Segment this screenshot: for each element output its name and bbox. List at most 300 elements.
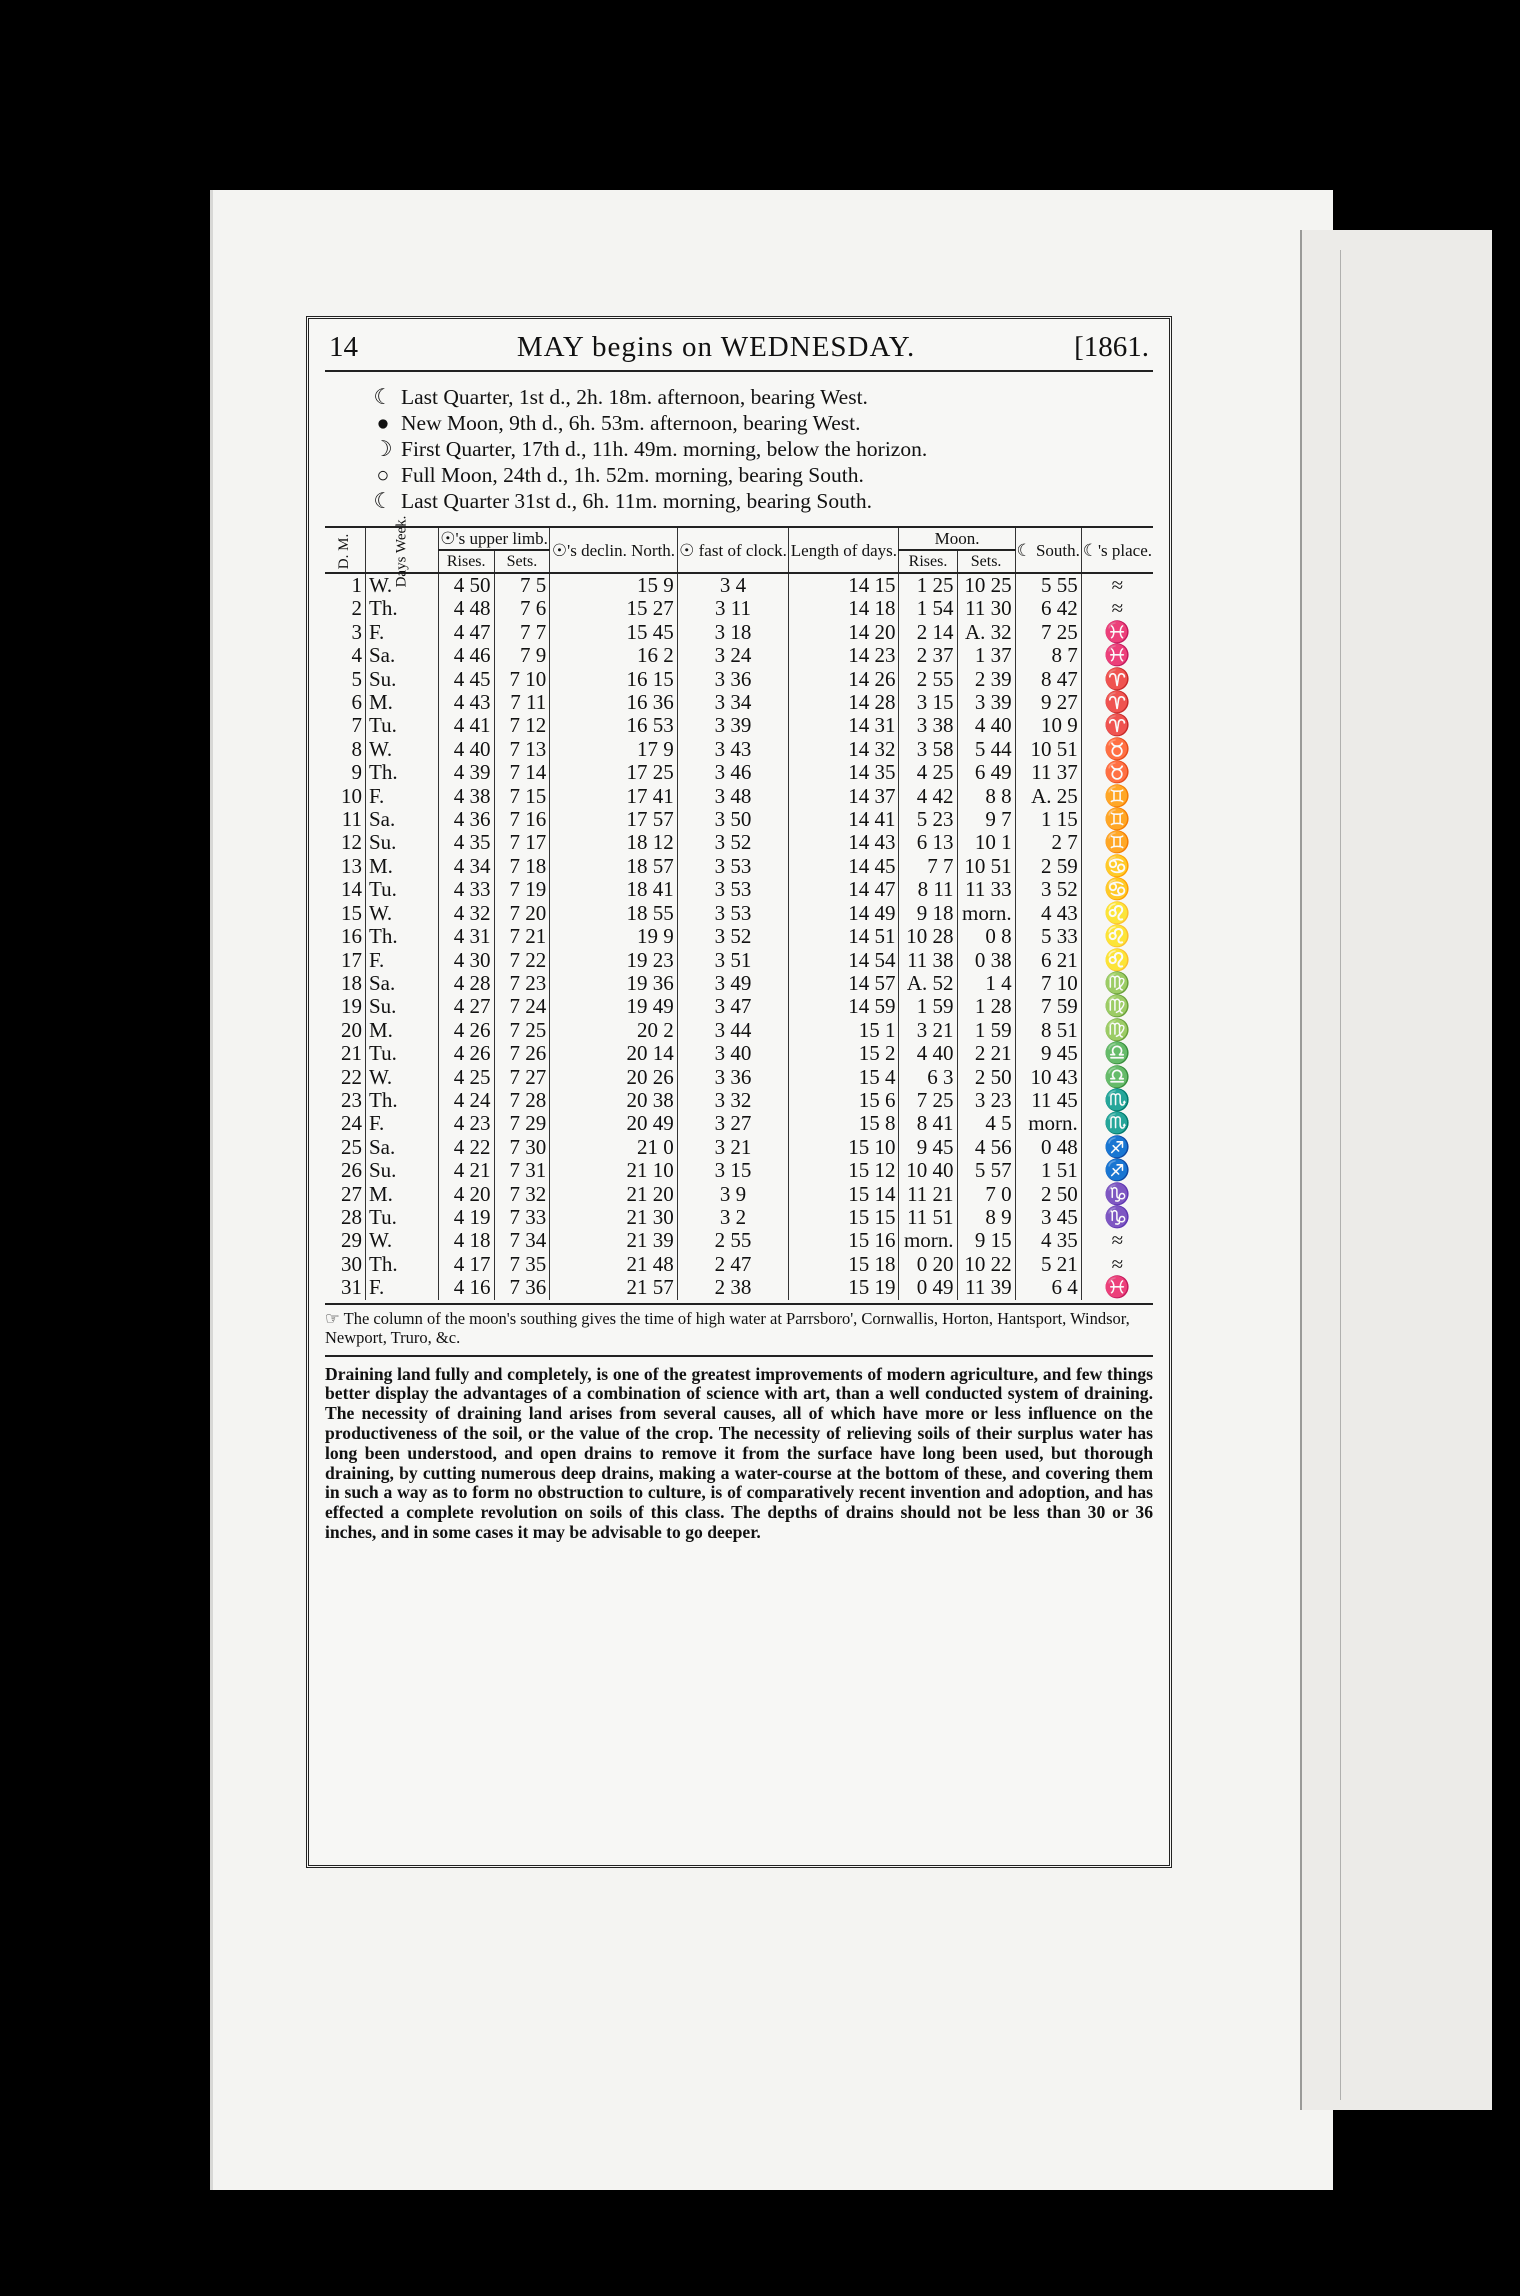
table-cell: 7 59 [1015, 995, 1081, 1018]
page-number: 14 [329, 331, 358, 363]
table-cell: 3 52 [677, 831, 789, 854]
table-cell: 3 50 [677, 808, 789, 831]
table-cell: W. [366, 902, 439, 925]
table-cell: 3 48 [677, 785, 789, 808]
table-cell: 15 19 [789, 1276, 899, 1299]
table-cell: 14 [341, 877, 362, 902]
table-cell: 31 [341, 1275, 362, 1300]
table-cell: ♓ [1081, 1276, 1153, 1299]
table-cell: 4 34 [438, 855, 494, 878]
table-cell: 15 8 [789, 1112, 899, 1135]
table-cell: 3 46 [677, 761, 789, 784]
col-declination: ☉'s declin. North. [550, 527, 677, 573]
table-cell: 7 10 [1015, 972, 1081, 995]
table-cell: 4 21 [438, 1159, 494, 1182]
table-cell: 4 23 [438, 1112, 494, 1135]
table-cell: 4 30 [438, 949, 494, 972]
table-cell: W. [366, 738, 439, 761]
table-row [325, 597, 1153, 620]
table-cell: F. [366, 621, 439, 644]
table-cell: ♌ [1081, 925, 1153, 948]
table-row [325, 949, 1153, 972]
table-cell: 17 9 [550, 738, 677, 761]
table-cell: 15 1 [789, 1019, 899, 1042]
table-cell: 1 [351, 573, 362, 597]
table-row [325, 1253, 1153, 1276]
table-cell: 5 33 [1015, 925, 1081, 948]
table-cell: 3 32 [677, 1089, 789, 1112]
table-cell: 16 [341, 924, 362, 949]
col-moon-sets: Sets. [957, 550, 1015, 573]
table-cell: ♋ [1081, 855, 1153, 878]
table-cell: 10 51 [957, 855, 1015, 878]
phase-text: Last Quarter 31st d., 6h. 11m. morning, bearing South. [401, 489, 872, 513]
col-moon-place: ☾'s place. [1081, 527, 1153, 573]
table-cell: 2 21 [957, 1042, 1015, 1065]
table-cell: F. [366, 1112, 439, 1135]
table-cell: 14 49 [789, 902, 899, 925]
table-cell: 4 38 [438, 785, 494, 808]
table-cell: 9 18 [899, 902, 957, 925]
table-cell: 21 10 [550, 1159, 677, 1182]
table-cell: 10 51 [1015, 738, 1081, 761]
table-cell: 2 39 [957, 668, 1015, 691]
table-cell: 4 17 [438, 1253, 494, 1276]
table-cell: 4 39 [438, 761, 494, 784]
table-cell: 7 24 [494, 995, 550, 1018]
col-sun-upper: ☉'s upper limb. [440, 529, 548, 548]
table-cell: 18 12 [550, 831, 677, 854]
table-cell: 21 30 [550, 1206, 677, 1229]
table-cell: 20 38 [550, 1089, 677, 1112]
table-cell: 4 25 [438, 1066, 494, 1089]
table-cell: 18 57 [550, 855, 677, 878]
table-cell: 23 [341, 1087, 362, 1112]
table-cell: ♊ [1081, 808, 1153, 831]
table-cell: 2 50 [957, 1066, 1015, 1089]
table-cell: 7 28 [494, 1089, 550, 1112]
table-cell: 5 55 [1015, 573, 1081, 597]
table-cell: 2 [351, 596, 362, 621]
table-cell: 2 55 [677, 1229, 789, 1252]
table-row [325, 1159, 1153, 1182]
col-length-of-days: Length of days. [789, 527, 899, 573]
table-cell: 18 [341, 970, 362, 995]
table-cell: 3 36 [677, 668, 789, 691]
table-cell: 22 [341, 1064, 362, 1089]
table-cell: 7 27 [494, 1066, 550, 1089]
phase-text: Full Moon, 24th d., 1h. 52m. morning, bearing South. [401, 463, 864, 487]
table-cell: 10 [341, 783, 362, 808]
table-cell: 11 33 [957, 878, 1015, 901]
phase-item [365, 462, 1153, 488]
table-cell: ♐ [1081, 1136, 1153, 1159]
table-cell: Th. [366, 1253, 439, 1276]
table-row [325, 1183, 1153, 1206]
table-cell: 15 10 [789, 1136, 899, 1159]
table-cell: 3 49 [677, 972, 789, 995]
table-row [325, 1206, 1153, 1229]
table-cell: 8 9 [957, 1206, 1015, 1229]
table-cell: 1 15 [1015, 808, 1081, 831]
table-cell: 4 [351, 643, 362, 668]
table-cell: 11 45 [1015, 1089, 1081, 1112]
table-cell: ♈ [1081, 691, 1153, 714]
table-cell: 11 [341, 807, 362, 832]
table-cell: 2 7 [1015, 831, 1081, 854]
table-cell: 21 20 [550, 1183, 677, 1206]
table-cell: Th. [366, 925, 439, 948]
table-row [325, 1089, 1153, 1112]
table-row [325, 808, 1153, 831]
table-cell: 7 7 [494, 621, 550, 644]
col-dm: D. M. [325, 527, 366, 573]
table-cell: 27 [341, 1181, 362, 1206]
table-cell: 7 32 [494, 1183, 550, 1206]
table-cell: 10 25 [957, 573, 1015, 597]
table-cell: 1 4 [957, 972, 1015, 995]
table-row [325, 714, 1153, 737]
table-cell: 14 28 [789, 691, 899, 714]
table-cell: 4 22 [438, 1136, 494, 1159]
table-cell: 8 51 [1015, 1019, 1081, 1042]
phase-item [365, 488, 1153, 514]
table-cell: morn. [957, 902, 1015, 925]
table-cell: 1 51 [1015, 1159, 1081, 1182]
table-cell: 3 15 [899, 691, 957, 714]
table-cell: 9 [351, 760, 362, 785]
table-cell: ♍ [1081, 995, 1153, 1018]
table-cell: ♍ [1081, 972, 1153, 995]
table-row [325, 1229, 1153, 1252]
table-row [325, 1136, 1153, 1159]
table-cell: 6 [351, 690, 362, 715]
table-cell: 7 19 [494, 878, 550, 901]
table-cell: 7 20 [494, 902, 550, 925]
table-cell: 15 2 [789, 1042, 899, 1065]
table-cell: 7 23 [494, 972, 550, 995]
table-cell: 16 15 [550, 668, 677, 691]
col-sun-rises: Rises. [438, 550, 494, 573]
table-cell: Sa. [366, 972, 439, 995]
table-cell: 3 45 [1015, 1206, 1081, 1229]
table-cell: ♌ [1081, 902, 1153, 925]
table-cell: 15 [341, 900, 362, 925]
table-cell: 3 51 [677, 949, 789, 972]
table-cell: morn. [1015, 1112, 1081, 1135]
table-cell: 4 20 [438, 1183, 494, 1206]
table-cell: morn. [899, 1229, 957, 1252]
table-cell: 14 18 [789, 597, 899, 620]
table-cell: 3 53 [677, 878, 789, 901]
table-cell: 4 41 [438, 714, 494, 737]
table-cell: 3 38 [899, 714, 957, 737]
tide-note: ☞ The column of the moon's southing gives the time of high water at Parrsboro', Cornwallis, Horton, Hantsport, Windsor, Newport, Truro, &c. [325, 1303, 1153, 1347]
table-cell: 11 39 [957, 1276, 1015, 1299]
table-cell: 11 21 [899, 1183, 957, 1206]
table-cell: 3 58 [899, 738, 957, 761]
table-cell: 7 13 [494, 738, 550, 761]
table-cell: 17 [341, 947, 362, 972]
table-cell: 3 43 [677, 738, 789, 761]
table-cell: 7 34 [494, 1229, 550, 1252]
table-cell: 4 45 [438, 668, 494, 691]
table-cell: ♎ [1081, 1042, 1153, 1065]
table-cell: 4 5 [957, 1112, 1015, 1135]
table-cell: ♓ [1081, 621, 1153, 644]
table-cell: ♋ [1081, 878, 1153, 901]
col-sun-sets: Sets. [494, 550, 550, 573]
table-cell: 3 18 [677, 621, 789, 644]
col-moon-rises: Rises. [899, 550, 957, 573]
table-cell: 20 26 [550, 1066, 677, 1089]
table-cell: 18 55 [550, 902, 677, 925]
table-cell: 7 36 [494, 1276, 550, 1299]
table-cell: 6 21 [1015, 949, 1081, 972]
table-cell: Su. [366, 831, 439, 854]
last-quarter-icon: ☾ [373, 385, 393, 409]
table-cell: 4 40 [899, 1042, 957, 1065]
table-cell: ♐ [1081, 1159, 1153, 1182]
almanac-table [325, 515, 1153, 1300]
table-cell: 2 47 [677, 1253, 789, 1276]
table-cell: 15 12 [789, 1159, 899, 1182]
phase-text: First Quarter, 17th d., 11h. 49m. morning, below the horizon. [401, 437, 928, 461]
table-cell: 16 2 [550, 644, 677, 667]
table-cell: ♓ [1081, 644, 1153, 667]
table-cell: 4 16 [438, 1276, 494, 1299]
table-cell: 30 [341, 1251, 362, 1276]
table-cell: 3 34 [677, 691, 789, 714]
page-title: MAY begins on WEDNESDAY. [516, 331, 916, 363]
table-cell: 8 11 [899, 878, 957, 901]
table-cell: 3 39 [677, 714, 789, 737]
table-cell: 10 28 [899, 925, 957, 948]
table-row [325, 1019, 1153, 1042]
table-row [325, 902, 1153, 925]
table-cell: ♑ [1081, 1183, 1153, 1206]
moon-phases [365, 384, 1153, 514]
table-cell: 4 26 [438, 1042, 494, 1065]
table-cell: 3 23 [957, 1089, 1015, 1112]
table-row [325, 668, 1153, 691]
table-cell: 3 53 [677, 902, 789, 925]
table-cell: A. 25 [1015, 785, 1081, 808]
table-cell: 3 27 [677, 1112, 789, 1135]
table-cell: 11 38 [899, 949, 957, 972]
table-cell: 6 4 [1015, 1276, 1081, 1299]
table-cell: ≈ [1081, 1229, 1153, 1252]
table-cell: 10 22 [957, 1253, 1015, 1276]
table-cell: ♉ [1081, 738, 1153, 761]
table-row [325, 1042, 1153, 1065]
table-cell: ≈ [1081, 597, 1153, 620]
table-cell: 0 49 [899, 1276, 957, 1299]
table-cell: F. [366, 1276, 439, 1299]
table-cell: 5 21 [1015, 1253, 1081, 1276]
table-cell: 14 41 [789, 808, 899, 831]
table-cell: 2 59 [1015, 855, 1081, 878]
table-cell: 2 50 [1015, 1183, 1081, 1206]
table-cell: 3 21 [677, 1136, 789, 1159]
table-cell: ♈ [1081, 668, 1153, 691]
table-row [325, 925, 1153, 948]
table-row [325, 1276, 1153, 1299]
table-cell: 9 27 [1015, 691, 1081, 714]
table-row [325, 573, 1153, 597]
table-cell: 5 57 [957, 1159, 1015, 1182]
table-cell: 8 41 [899, 1112, 957, 1135]
table-cell: 1 37 [957, 644, 1015, 667]
table-cell: 11 30 [957, 597, 1015, 620]
table-cell: 14 26 [789, 668, 899, 691]
table-cell: 1 25 [899, 573, 957, 597]
table-cell: 3 4 [677, 573, 789, 597]
table-cell: 10 40 [899, 1159, 957, 1182]
table-cell: 4 42 [899, 785, 957, 808]
table-cell: 20 14 [550, 1042, 677, 1065]
table-cell: 7 33 [494, 1206, 550, 1229]
table-cell: Th. [366, 597, 439, 620]
table-cell: 9 45 [1015, 1042, 1081, 1065]
table-cell: 6 49 [957, 761, 1015, 784]
table-cell: 5 44 [957, 738, 1015, 761]
first-quarter-icon: ☽ [373, 437, 393, 461]
table-cell: 3 2 [677, 1206, 789, 1229]
table-cell: 21 39 [550, 1229, 677, 1252]
table-cell: 13 [341, 853, 362, 878]
col-fast-of-clock: ☉ fast of clock. [677, 527, 789, 573]
table-cell: ♑ [1081, 1206, 1153, 1229]
table-row [325, 785, 1153, 808]
table-cell: 4 40 [957, 714, 1015, 737]
table-cell: 4 36 [438, 808, 494, 831]
table-cell: 7 16 [494, 808, 550, 831]
table-cell: 17 41 [550, 785, 677, 808]
table-cell: 4 47 [438, 621, 494, 644]
table-cell: ♏ [1081, 1089, 1153, 1112]
last-quarter-icon: ☾ [373, 489, 393, 513]
table-cell: 7 5 [494, 573, 550, 597]
table-cell: Th. [366, 761, 439, 784]
table-cell: A. 32 [957, 621, 1015, 644]
table-cell: 4 18 [438, 1229, 494, 1252]
table-cell: Tu. [366, 1206, 439, 1229]
table-cell: Su. [366, 995, 439, 1018]
table-cell: 8 7 [1015, 644, 1081, 667]
table-cell: 7 7 [899, 855, 957, 878]
table-cell: 11 37 [1015, 761, 1081, 784]
new-moon-icon: ● [376, 411, 390, 435]
table-cell: 25 [341, 1134, 362, 1159]
table-cell: 14 23 [789, 644, 899, 667]
table-cell: 7 14 [494, 761, 550, 784]
table-row [325, 995, 1153, 1018]
table-row [325, 1112, 1153, 1135]
table-cell: 14 45 [789, 855, 899, 878]
phase-item [365, 384, 1153, 410]
table-cell: 2 14 [899, 621, 957, 644]
table-cell: 7 17 [494, 831, 550, 854]
table-cell: 7 [351, 713, 362, 738]
table-cell: 3 36 [677, 1066, 789, 1089]
table-cell: 14 15 [789, 573, 899, 597]
table-cell: Sa. [366, 1136, 439, 1159]
table-cell: 8 8 [957, 785, 1015, 808]
table-cell: 19 9 [550, 925, 677, 948]
table-cell: 7 25 [1015, 621, 1081, 644]
table-cell: 7 15 [494, 785, 550, 808]
table-cell: 14 32 [789, 738, 899, 761]
table-cell: 15 45 [550, 621, 677, 644]
table-row [325, 878, 1153, 901]
table-cell: M. [366, 1183, 439, 1206]
table-cell: ≈ [1081, 1253, 1153, 1276]
table-cell: 4 27 [438, 995, 494, 1018]
table-cell: Tu. [366, 714, 439, 737]
table-cell: 15 15 [789, 1206, 899, 1229]
table-cell: 14 31 [789, 714, 899, 737]
table-cell: 8 [351, 736, 362, 761]
table-cell: 24 [341, 1111, 362, 1136]
table-cell: 3 47 [677, 995, 789, 1018]
table-cell: 19 36 [550, 972, 677, 995]
table-cell: 9 7 [957, 808, 1015, 831]
table-cell: Su. [366, 1159, 439, 1182]
table-row [325, 972, 1153, 995]
table-cell: F. [366, 949, 439, 972]
table-cell: 3 52 [1015, 878, 1081, 901]
table-cell: 9 45 [899, 1136, 957, 1159]
table-cell: 6 42 [1015, 597, 1081, 620]
table-cell: 1 54 [899, 597, 957, 620]
table-cell: 19 [341, 994, 362, 1019]
table-cell: 15 9 [550, 573, 677, 597]
table-cell: 19 49 [550, 995, 677, 1018]
table-cell: W. [366, 573, 439, 597]
table-cell: 3 53 [677, 855, 789, 878]
table-cell: Sa. [366, 644, 439, 667]
table-cell: 4 48 [438, 597, 494, 620]
table-cell: 7 12 [494, 714, 550, 737]
table-cell: 3 44 [677, 1019, 789, 1042]
table-cell: 20 49 [550, 1112, 677, 1135]
table-cell: 3 [351, 619, 362, 644]
table-cell: 9 15 [957, 1229, 1015, 1252]
phase-text: New Moon, 9th d., 6h. 53m. afternoon, bearing West. [401, 411, 861, 435]
table-cell: 2 37 [899, 644, 957, 667]
table-header-row [325, 527, 1153, 550]
table-cell: 19 23 [550, 949, 677, 972]
table-cell: 16 53 [550, 714, 677, 737]
table-cell: ♎ [1081, 1066, 1153, 1089]
table-cell: 7 30 [494, 1136, 550, 1159]
table-cell: 4 31 [438, 925, 494, 948]
table-cell: 17 57 [550, 808, 677, 831]
table-cell: 4 43 [1015, 902, 1081, 925]
table-cell: 14 35 [789, 761, 899, 784]
table-cell: Sa. [366, 808, 439, 831]
table-cell: 4 56 [957, 1136, 1015, 1159]
adjacent-page-edge-line [1340, 250, 1491, 2100]
table-cell: F. [366, 785, 439, 808]
table-cell: ♍ [1081, 1019, 1153, 1042]
table-cell: 4 50 [438, 573, 494, 597]
table-cell: 12 [341, 830, 362, 855]
table-cell: 15 27 [550, 597, 677, 620]
table-cell: 20 2 [550, 1019, 677, 1042]
table-cell: ≈ [1081, 573, 1153, 597]
